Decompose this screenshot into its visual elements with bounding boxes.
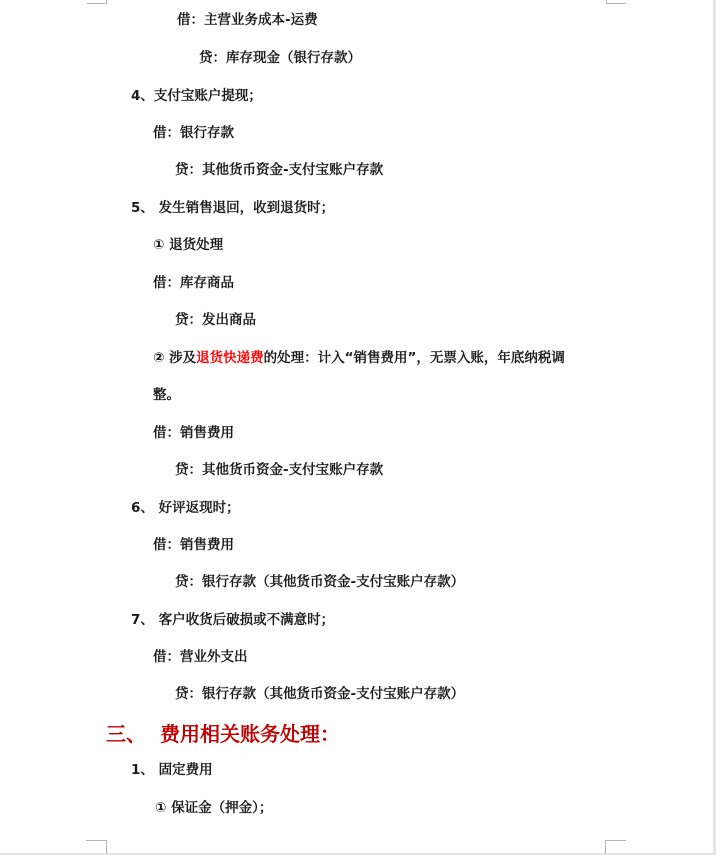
debit-line-bank-deposit: 借：银行存款 [153, 125, 234, 141]
item-1-title: 1、 固定费用 [131, 762, 213, 778]
page-corner-mark-bottom-left [86, 840, 107, 854]
credit-line-alipay: 贷：其他货币资金-支付宝账户存款 [175, 462, 384, 478]
credit-line-bank-or-alipay: 贷：银行存款（其他货币资金-支付宝账户存款） [175, 686, 465, 702]
page-corner-mark-bottom-right [605, 840, 626, 854]
sub-item-deposit: ① 保证金（押金）； [155, 800, 273, 816]
credit-line-shipped-goods: 贷：发出商品 [175, 312, 256, 328]
debit-line-sales-expense: 借：销售费用 [153, 425, 234, 441]
sub-item-return-shipping-fee [153, 349, 565, 367]
debit-line-inventory: 借：库存商品 [153, 275, 234, 291]
debit-line-non-operating-expense: 借：营业外支出 [153, 649, 248, 665]
section-title: 费用相关账务处理： [160, 722, 340, 746]
credit-line-alipay: 贷：其他货币资金-支付宝账户存款 [175, 162, 384, 178]
credit-line-cash: 贷：库存现金（银行存款） [199, 50, 361, 66]
item-4-title: 4、支付宝账户提现； [131, 88, 262, 104]
highlighted-term: 退货快递费 [196, 350, 264, 366]
sub-item-prefix: ② 涉及 [153, 350, 197, 366]
page-corner-mark-top-left [87, 0, 107, 4]
section-heading [106, 721, 340, 747]
sub-item-return-processing: ① 退货处理 [153, 237, 224, 253]
sub-item-continuation: 整。 [153, 387, 180, 403]
item-6-title: 6、 好评返现时； [131, 500, 240, 516]
page-corner-mark-top-right [606, 0, 626, 4]
section-number: 三、 [106, 722, 146, 746]
debit-line-sales-expense: 借：销售费用 [153, 537, 234, 553]
credit-line-bank-or-alipay: 贷：银行存款（其他货币资金-支付宝账户存款） [175, 574, 465, 590]
item-7-title: 7、 客户收货后破损或不满意时； [131, 612, 335, 628]
debit-line-main-business-cost: 借：主营业务成本-运费 [177, 12, 318, 28]
sub-item-suffix: 的处理：计入“销售费用”，无票入账，年底纳税调 [263, 350, 565, 366]
item-5-title: 5、 发生销售退回，收到退货时； [131, 200, 335, 216]
